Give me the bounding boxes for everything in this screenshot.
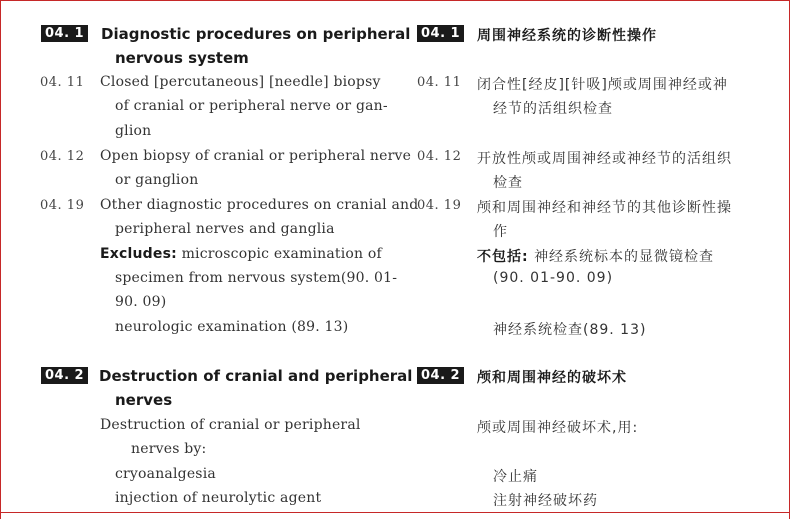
entry-code: 04. 19 [40,198,85,213]
entry-code-zh: 04. 11 [417,75,462,90]
excludes-note-en [100,246,382,262]
entry-text-zh-line: 开放性颅或周围神经或神经节的活组织 [477,151,732,167]
list-item-zh: 冷止痛 [493,469,538,485]
section-title-en-cont: nervous system [115,49,249,67]
entry-code-zh: 04. 12 [417,149,462,164]
list-item-en: cryoanalgesia [115,466,216,482]
section-title-en: Diagnostic procedures on peripheral [101,25,411,43]
entry-text-en-line: of cranial or peripheral nerve or gan- [115,98,388,114]
entry-code: 04. 12 [40,149,85,164]
entry-text-en-line: or ganglion [115,172,199,188]
section-title-en-cont: nerves [115,391,173,409]
excludes-text-zh-line: (90. 01-90. 09) [493,270,614,286]
section-code-badge: 04. 1 [41,25,88,42]
entry-text-en [100,74,385,90]
section-body-en: Destruction of cranial or peripheral [100,417,361,433]
excludes-text-zh: 神经系统标本的显微镜检查 [534,249,715,265]
section-code-badge-zh: 04. 2 [417,367,464,384]
entry-text-zh-line: 颅和周围神经和神经节的其他诊断性操 [477,200,732,216]
list-item-en: injection of neurolytic agent [115,490,322,506]
excludes-note-zh [477,246,714,266]
entry-text-en-line: Closed [percutaneous] [needle] biopsy [100,74,381,90]
entry-text-en-line: glion [115,123,152,139]
excludes-label: Excludes: [100,246,177,262]
list-item-zh: 注射神经破坏药 [493,493,598,509]
excludes-text-zh-line: 神经系统检查(89. 13) [493,322,647,338]
section-title-zh: 颅和周围神经的破坏术 [477,370,627,386]
entry-text-en-line: Other diagnostic procedures on cranial and [100,197,419,213]
excludes-text: microscopic examination of [181,246,382,262]
entry-text-zh-line: 经节的活组织检查 [493,101,613,117]
entry-code: 04. 11 [40,75,85,90]
entry-text-zh-line: 检查 [493,175,523,191]
excludes-text-line: specimen from nervous system(90. 01- [115,270,398,286]
entry-code-zh: 04. 19 [417,198,462,213]
entry-text-zh-line: 作 [493,224,508,240]
entry-text-zh-line: 闭合性[经皮][针吸]颅或周围神经或神 [477,77,728,93]
section-code-badge-zh: 04. 1 [417,25,464,42]
section-body-zh: 颅或周围神经破坏术,用: [477,420,639,436]
frame-left-border [0,0,1,519]
excludes-label-zh: 不包括: [477,249,529,265]
frame-bottom-border [0,512,790,513]
section-title-en: Destruction of cranial and peripheral [99,367,413,385]
section-code-badge: 04. 2 [41,367,88,384]
entry-text-en-line: peripheral nerves and ganglia [115,221,335,237]
excludes-text-line: neurologic examination (89. 13) [115,319,349,335]
section-title-zh: 周围神经系统的诊断性操作 [477,28,657,44]
entry-text-en-line: Open biopsy of cranial or peripheral nerve [100,148,412,164]
excludes-text-line: 90. 09) [115,294,167,310]
section-body-en-cont: nerves by: [131,441,207,457]
frame-top-border [0,0,790,1]
